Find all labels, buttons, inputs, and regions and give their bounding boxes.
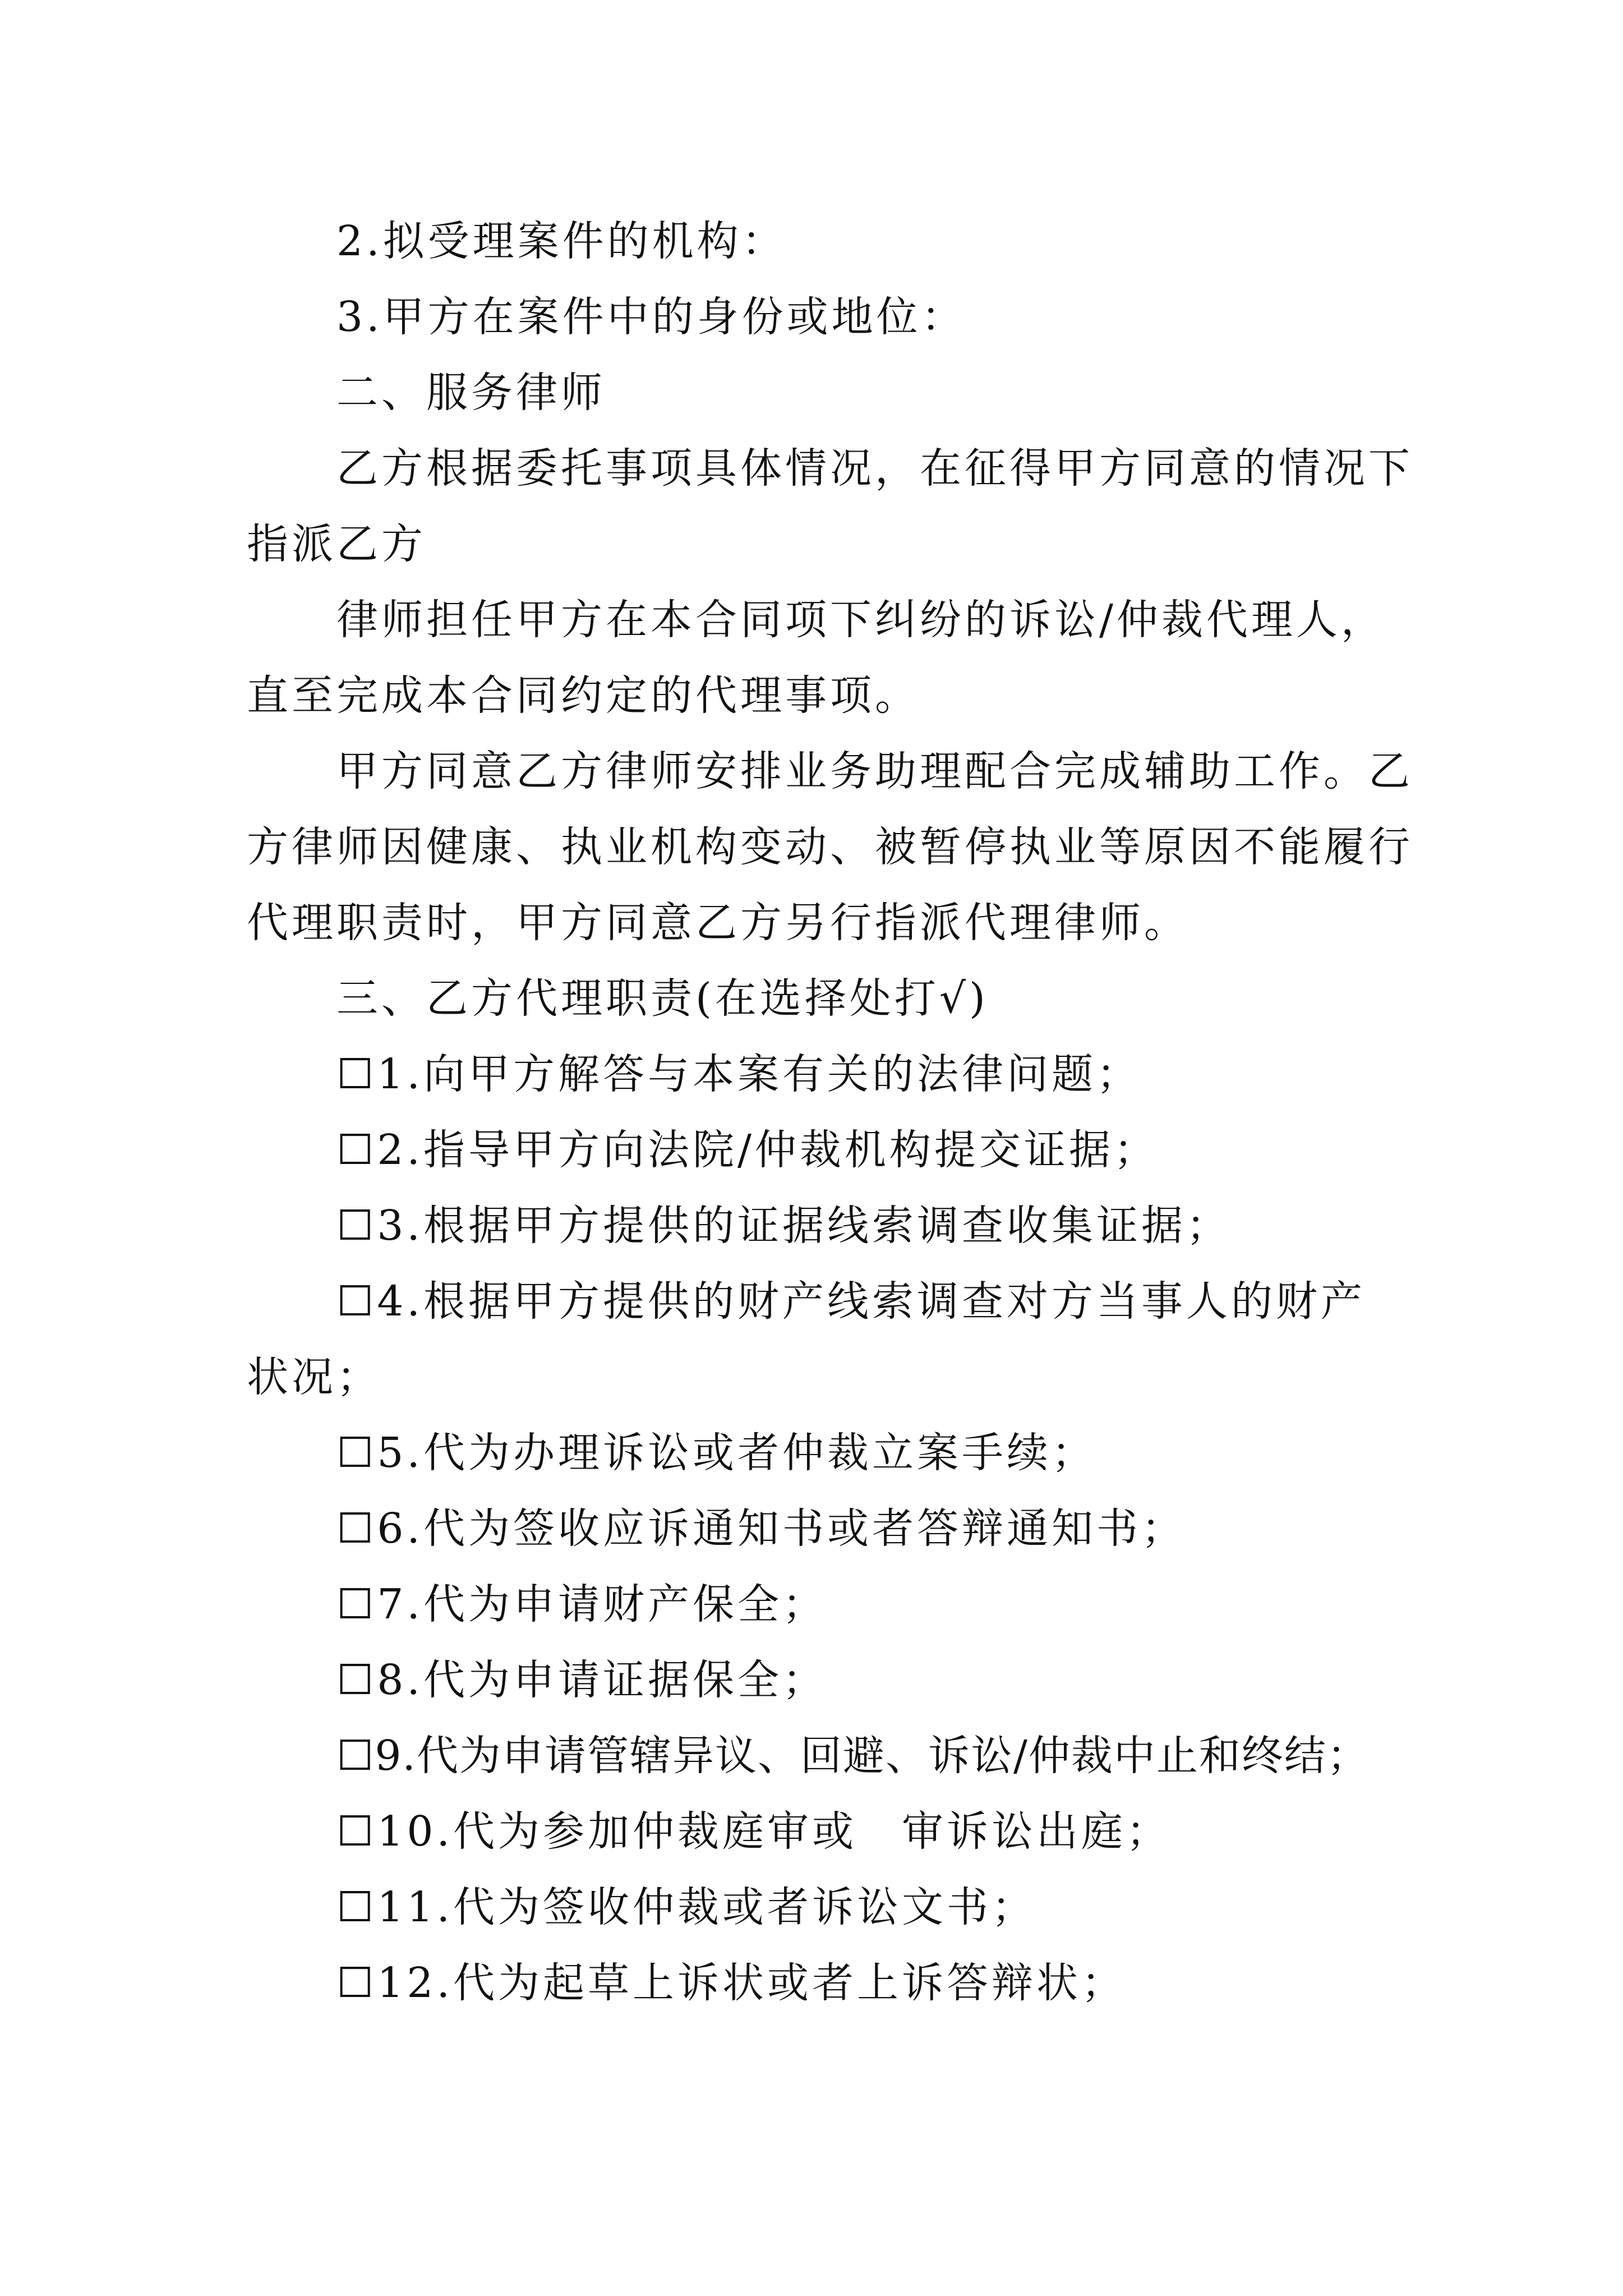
paragraph-line: 甲方同意乙方律师安排业务助理配合完成辅助工作。乙	[336, 747, 1413, 795]
section-heading-service-lawyer: 二、服务律师	[336, 369, 606, 417]
checklist-item: ☐12.代为起草上诉状或者上诉答辩状；	[336, 1959, 1127, 2007]
checklist-item-continuation: 状况；	[247, 1353, 381, 1401]
paragraph-line: 律师担任甲方在本合同项下纠纷的诉讼/仲裁代理人，	[336, 596, 1386, 644]
checklist-item: ☐4.根据甲方提供的财产线索调查对方当事人的财产	[336, 1277, 1366, 1326]
checklist-item: ☐7.代为申请财产保全；	[336, 1580, 827, 1628]
paragraph-line: 乙方根据委托事项具体情况，在征得甲方同意的情况下	[336, 444, 1413, 493]
paragraph-line: 直至完成本合同约定的代理事项。	[247, 671, 920, 720]
section-heading-duties: 三、乙方代理职责(在选择处打√)	[336, 974, 989, 1023]
checklist-item: ☐6.代为签收应诉通知书或者答辩通知书；	[336, 1504, 1186, 1553]
item-case-institution: 2.拟受理案件的机构：	[336, 217, 787, 265]
checklist-item: ☐1.向甲方解答与本案有关的法律问题；	[336, 1050, 1141, 1098]
checklist-item: ☐8.代为申请证据保全；	[336, 1656, 827, 1704]
checklist-item: ☐10.代为参加仲裁庭审或 审诉讼出庭；	[336, 1807, 1172, 1856]
checklist-item: ☐2.指导甲方向法院/仲裁机构提交证据；	[336, 1126, 1159, 1174]
item-party-role: 3.甲方在案件中的身份或地位：	[336, 293, 966, 341]
checklist-item: ☐11.代为签收仲裁或者诉讼文书；	[336, 1883, 1037, 1931]
paragraph-line: 方律师因健康、执业机构变动、被暂停执业等原因不能履行	[247, 823, 1413, 871]
checklist-item: ☐5.代为办理诉讼或者仲裁立案手续；	[336, 1429, 1096, 1477]
checklist-item: ☐3.根据甲方提供的证据线索调查收集证据；	[336, 1202, 1231, 1250]
paragraph-line: 代理职责时，甲方同意乙方另行指派代理律师。	[247, 899, 1189, 947]
paragraph-line: 指派乙方	[247, 520, 426, 568]
checklist-item: ☐9.代为申请管辖异议、回避、诉讼/仲裁中止和终结；	[336, 1732, 1370, 1780]
